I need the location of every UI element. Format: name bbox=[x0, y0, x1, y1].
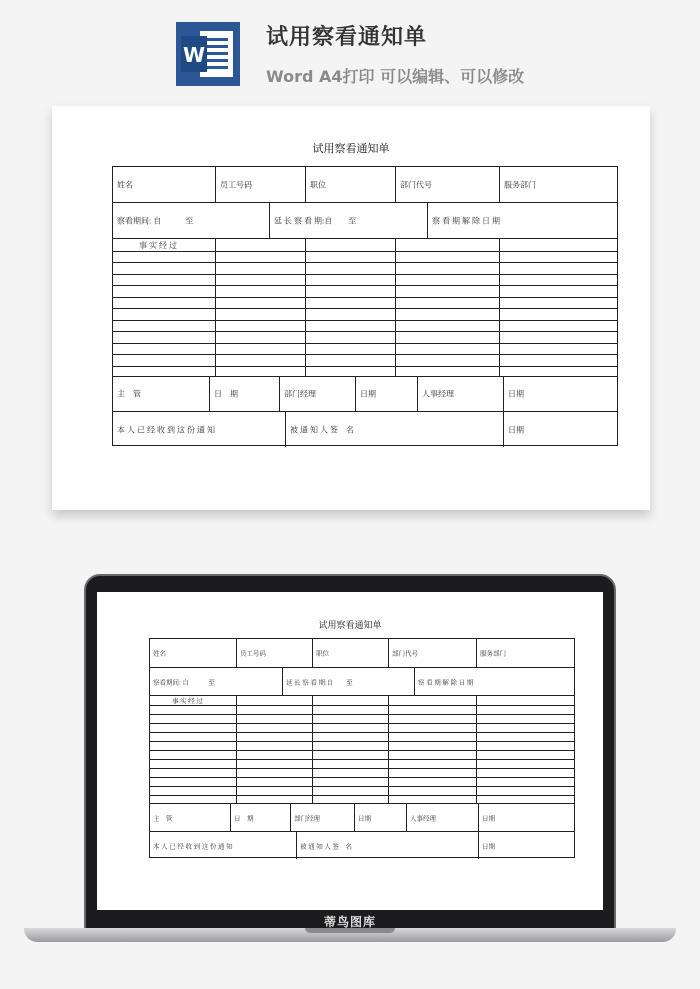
form-row-approvals bbox=[113, 376, 617, 411]
laptop-cell-employee-id: 员工号码 bbox=[236, 639, 312, 667]
grid-line bbox=[150, 741, 574, 742]
grid-line bbox=[150, 750, 574, 751]
grid-line bbox=[150, 777, 574, 778]
laptop-cell-name: 姓名 bbox=[153, 650, 166, 658]
cell-release-date: 察 看 期 解 除 日 期 bbox=[427, 203, 619, 238]
laptop-cell-acknowledgement: 本 人 已 经 收 到 这 份 通 知 bbox=[153, 843, 233, 850]
form-row-acknowledgement bbox=[113, 411, 617, 447]
grid-line bbox=[150, 705, 574, 706]
grid-line bbox=[113, 262, 617, 263]
page-title: 试用察看通知单 bbox=[266, 25, 428, 50]
grid-column-line bbox=[476, 696, 477, 804]
laptop-form-row-acknowledgement bbox=[150, 831, 574, 859]
grid-line bbox=[150, 786, 574, 787]
laptop-cell-service-dept: 服务部门 bbox=[476, 639, 576, 667]
document-title: 试用察看通知单 bbox=[312, 143, 390, 155]
facts-grid bbox=[113, 238, 617, 376]
word-logo-letter: W bbox=[182, 43, 206, 67]
cell-date-1: 日 期 bbox=[209, 377, 279, 411]
cell-date-2: 日期 bbox=[355, 377, 417, 411]
grid-line bbox=[113, 320, 617, 321]
cell-supervisor: 主 管 bbox=[117, 389, 141, 399]
laptop-cell-position: 职位 bbox=[312, 639, 388, 667]
grid-line bbox=[113, 297, 617, 298]
laptop-facts-label: 事 实 经 过 bbox=[172, 698, 203, 705]
laptop-cell-date-4: 日期 bbox=[478, 832, 576, 859]
grid-column-line bbox=[388, 696, 389, 804]
laptop-cell-signature: 被 通 知 人 签 名 bbox=[296, 832, 478, 859]
document-sheet bbox=[52, 106, 650, 510]
laptop-cell-date-3: 日期 bbox=[478, 804, 576, 831]
grid-line bbox=[150, 732, 574, 733]
laptop-form-row-approvals bbox=[150, 803, 574, 831]
form-table bbox=[112, 166, 618, 446]
word-icon bbox=[176, 22, 240, 86]
cell-employee-id: 员工号码 bbox=[215, 167, 305, 202]
cell-date-4: 日期 bbox=[503, 412, 619, 447]
cell-extended-period: 延 长 察 看 期:自 至 bbox=[269, 203, 427, 238]
grid-line bbox=[150, 759, 574, 760]
grid-line bbox=[150, 795, 574, 796]
grid-column-line bbox=[499, 239, 500, 377]
grid-line bbox=[113, 366, 617, 367]
cell-signature: 被 通 知 人 签 名 bbox=[285, 412, 503, 447]
grid-column-line bbox=[215, 239, 216, 377]
grid-line bbox=[150, 768, 574, 769]
laptop-cell-supervisor: 主 管 bbox=[153, 815, 173, 822]
grid-line bbox=[113, 354, 617, 355]
cell-dept-manager: 部门经理 bbox=[279, 377, 355, 411]
laptop-cell-observation-period: 察看期间: 自 至 bbox=[153, 679, 215, 686]
cell-hr-manager: 人事经理 bbox=[417, 377, 503, 411]
grid-column-line bbox=[312, 696, 313, 804]
cell-observation-period: 察看期间: 自 至 bbox=[117, 216, 194, 225]
grid-line bbox=[113, 331, 617, 332]
grid-line bbox=[113, 274, 617, 275]
laptop-cell-dept-code: 部门代号 bbox=[388, 639, 476, 667]
laptop-cell-date-1: 日 期 bbox=[230, 804, 290, 831]
grid-line bbox=[113, 251, 617, 252]
grid-line bbox=[150, 723, 574, 724]
laptop-form-table bbox=[149, 638, 575, 858]
laptop-screen bbox=[97, 592, 603, 910]
cell-acknowledgement: 本 人 已 经 收 到 这 份 通 知 bbox=[117, 425, 215, 434]
laptop-cell-extended-period: 延 长 察 看 期:自 至 bbox=[282, 668, 414, 695]
grid-column-line bbox=[395, 239, 396, 377]
grid-column-line bbox=[236, 696, 237, 804]
form-row-info bbox=[113, 167, 617, 202]
form-row-period bbox=[113, 202, 617, 238]
brand-watermark: 蒂鸟图库 bbox=[323, 915, 376, 929]
cell-service-dept: 服务部门 bbox=[499, 167, 619, 202]
grid-line bbox=[113, 285, 617, 286]
grid-column-line bbox=[305, 239, 306, 377]
laptop-facts-grid bbox=[150, 695, 574, 803]
facts-label: 事 实 经 过 bbox=[139, 241, 177, 250]
cell-dept-code: 部门代号 bbox=[395, 167, 499, 202]
cell-name: 姓名 bbox=[117, 180, 133, 189]
grid-line bbox=[113, 308, 617, 309]
laptop-form-row-info bbox=[150, 639, 574, 667]
laptop-cell-date-2: 日期 bbox=[354, 804, 406, 831]
laptop-form-row-period bbox=[150, 667, 574, 695]
grid-line bbox=[113, 343, 617, 344]
laptop-cell-dept-manager: 部门经理 bbox=[290, 804, 354, 831]
cell-position: 职位 bbox=[305, 167, 395, 202]
cell-date-3: 日期 bbox=[503, 377, 619, 411]
laptop-cell-release-date: 察 看 期 解 除 日 期 bbox=[414, 668, 576, 695]
page-subtitle: Word A4打印 可以编辑、可以修改 bbox=[266, 67, 525, 86]
laptop-document-title: 试用察看通知单 bbox=[318, 620, 382, 630]
grid-line bbox=[150, 714, 574, 715]
laptop-cell-hr-manager: 人事经理 bbox=[406, 804, 478, 831]
